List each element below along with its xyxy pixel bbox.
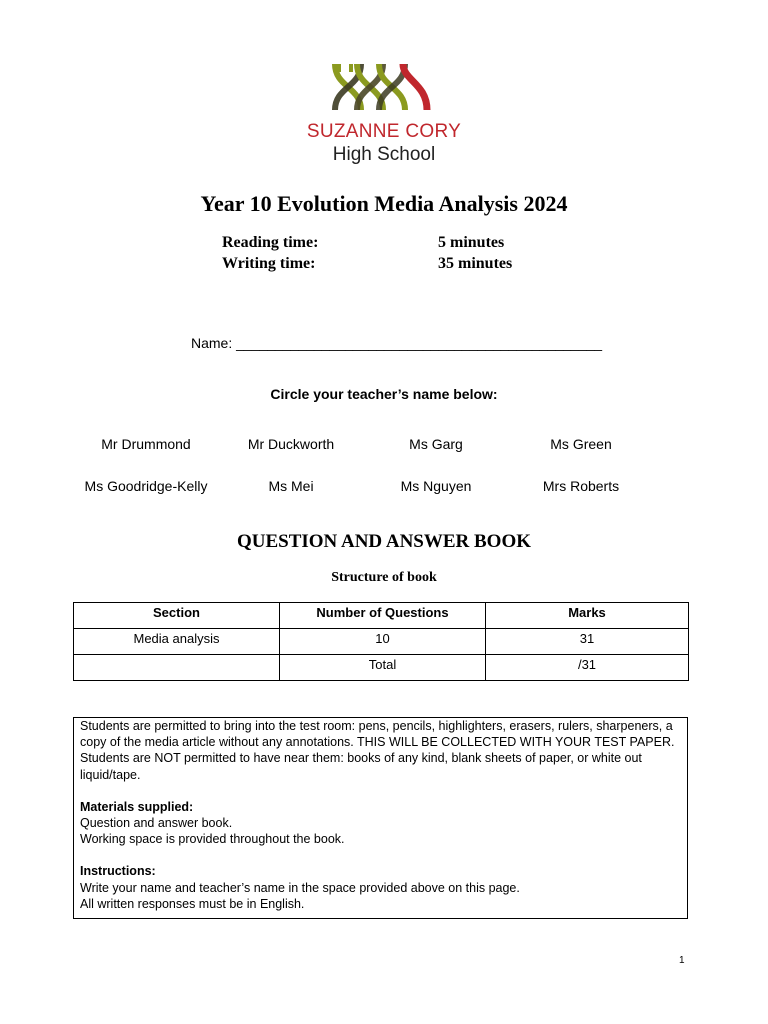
writing-time-value: 35 minutes — [438, 255, 513, 272]
instructions-item: Write your name and teacher’s name in the space provided above on this page. — [80, 880, 520, 895]
teacher-name[interactable]: Ms Goodridge-Kelly — [84, 478, 208, 494]
table-row — [74, 655, 689, 681]
table-cell: /31 — [486, 655, 689, 681]
table-cell: Media analysis — [74, 629, 280, 655]
teacher-name[interactable]: Ms Nguyen — [400, 478, 472, 494]
teacher-name[interactable]: Mr Duckworth — [247, 436, 335, 452]
table-header: Marks — [486, 603, 689, 629]
teacher-circle-instruction: Circle your teacher’s name below: — [270, 386, 498, 402]
instructions-heading: Instructions: — [80, 864, 156, 879]
table-row — [74, 629, 689, 655]
school-name: SUZANNE CORY — [306, 121, 462, 142]
table-cell: 31 — [486, 629, 689, 655]
table-cell — [74, 655, 280, 681]
name-field[interactable] — [191, 335, 602, 351]
reading-time-value: 5 minutes — [438, 234, 505, 251]
permitted-items-text: Students are permitted to bring into the test room: pens, pencils, highlighters, erasers, rulers, sharpeners, a copy of the media article without any annotations. THIS WILL BE COLLECTED WITH YOUR TEST PAPER. — [80, 719, 675, 750]
writing-time-label: Writing time: — [222, 255, 316, 272]
materials-item: Working space is provided throughout the book. — [80, 832, 345, 847]
table-header: Section — [74, 603, 280, 629]
name-label: Name: — [191, 335, 233, 351]
rules-box — [73, 717, 688, 919]
woven-arches-logo-icon — [331, 62, 433, 112]
exam-title: Year 10 Evolution Media Analysis 2024 — [200, 191, 568, 216]
teacher-name[interactable]: Ms Green — [550, 436, 612, 452]
teacher-name[interactable]: Ms Mei — [268, 478, 314, 494]
book-title: QUESTION AND ANSWER BOOK — [236, 531, 532, 552]
teacher-name[interactable]: Mr Drummond — [101, 436, 191, 452]
name-blank-line[interactable]: _______________________________________________ — [236, 335, 603, 351]
structure-title: Structure of book — [331, 570, 437, 585]
table-header-row — [74, 603, 689, 629]
materials-heading: Materials supplied: — [80, 799, 194, 814]
instructions-item: All written responses must be in English. — [80, 896, 305, 911]
structure-table — [73, 602, 689, 681]
table-cell: 10 — [280, 629, 486, 655]
materials-item: Question and answer book. — [80, 816, 233, 831]
not-permitted-items-text: Students are NOT permitted to have near them: books of any kind, blank sheets of paper, or white out liquid/tape. — [80, 751, 642, 782]
school-subtitle: High School — [332, 144, 436, 165]
teacher-name[interactable]: Ms Garg — [409, 436, 463, 452]
reading-time-label: Reading time: — [222, 234, 319, 251]
table-cell: Total — [280, 655, 486, 681]
teacher-name[interactable]: Mrs Roberts — [542, 478, 620, 494]
table-header: Number of Questions — [280, 603, 486, 629]
page-number: 1 — [679, 955, 685, 966]
